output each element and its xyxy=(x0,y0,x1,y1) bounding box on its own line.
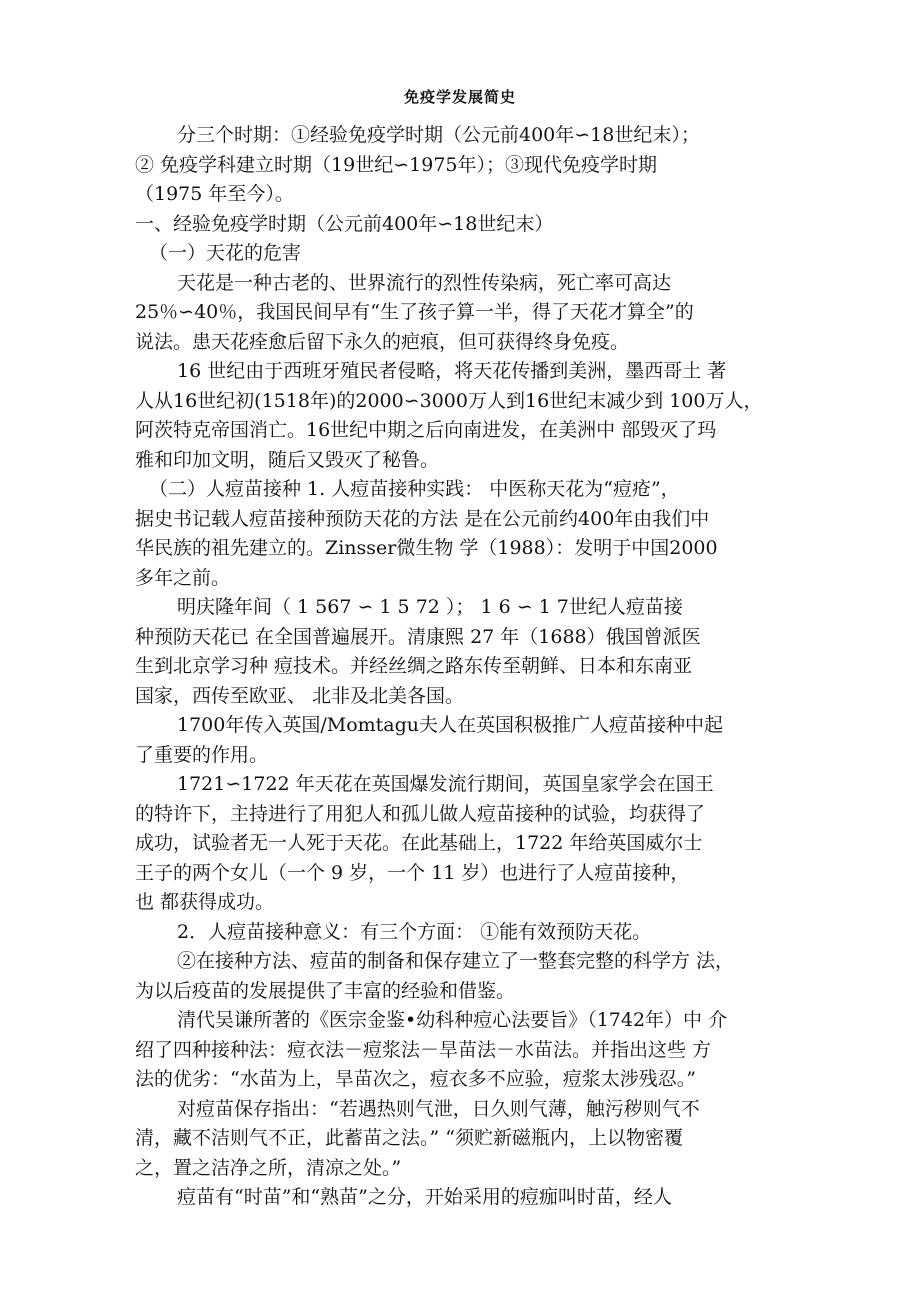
text-line: 1721∽1722 年天花在英国爆发流行期间，英国皇家学会在国王 xyxy=(177,773,714,795)
text-line: （一）天花的危害 xyxy=(149,242,302,264)
text-line: 种预防天花已 在全国普遍展开。清康熙 27 年（1688）俄国曾派医 xyxy=(135,625,701,648)
text-line: 国家，西传至欧亚、 北非及北美各国。 xyxy=(135,684,465,707)
text-line: 王子的两个女儿（一个 9 岁，一个 11 岁）也进行了人痘苗接种， xyxy=(135,861,690,884)
text-line: 为以后疫苗的发展提供了丰富的经验和借鉴。 xyxy=(135,979,516,1002)
text-line: 痘苗有“时苗”和“熟苗”之分，开始采用的痘痂叫时苗，经人 xyxy=(177,1186,672,1208)
text-line: （二）人痘苗接种 1. 人痘苗接种实践： 中医称天花为“痘疮”， xyxy=(149,478,680,500)
text-line: 绍了四种接种法：痘衣法－痘浆法－旱苗法－水苗法。并指出这些 方 xyxy=(135,1038,712,1061)
text-line: 多年之前。 xyxy=(135,566,231,589)
text-line: 说法。患天花痊愈后留下永久的疤痕，但可获得终身免疫。 xyxy=(135,330,630,353)
text-line: 成功，试验者无一人死于天花。在此基础上，1722 年给英国威尔士 xyxy=(135,832,703,854)
text-line: ② 免疫学科建立时期（19世纪∽1975年）；③现代免疫学时期 xyxy=(135,153,657,176)
text-line: 据史书记载人痘苗接种预防天花的方法 是在公元前约400年由我们中 xyxy=(135,507,710,530)
text-line: （1975 年至今）。 xyxy=(135,183,294,205)
text-line: 16 世纪由于西班牙殖民者侵略，将天花传播到美洲，墨西哥土 著 xyxy=(177,360,727,382)
text-line: 法的优劣：“水苗为上，旱苗次之，痘衣多不应验，痘浆太涉残忍。” xyxy=(135,1068,696,1090)
text-line: ②在接种方法、痘苗的制备和保存建立了一整套完整的科学方 法， xyxy=(177,950,735,972)
text-line: 阿茨特克帝国消亡。16世纪中期之后向南进发，在美洲中 部毁灭了玛 xyxy=(135,419,717,441)
text-line: 2．人痘苗接种意义：有三个方面： ①能有效预防天花。 xyxy=(177,920,652,943)
text-line: 天花是一种古老的、世界流行的烈性传染病，死亡率可高达 xyxy=(177,271,672,294)
document-body xyxy=(135,121,795,1213)
text-line: 分三个时期：①经验免疫学时期（公元前400年∽18世纪末）； xyxy=(177,124,700,146)
text-line: 清，藏不洁则气不正，此蓄苗之法。” “须贮新磁瓶内，上以物密覆 xyxy=(135,1127,683,1149)
text-line: 生到北京学习种 痘技术。并经丝绸之路东传至朝鲜、日本和东南亚 xyxy=(135,655,693,677)
text-line: 25％∽40％，我国民间早有“生了孩子算一半，得了天花才算全”的 xyxy=(135,301,694,323)
text-line: 明庆隆年间（ 1 567 ∽ 1 5 72 ）； 1 6 ∽ 1 7世纪人痘苗接 xyxy=(177,596,683,618)
text-line: 对痘苗保存指出：“若遇热则气泄，日久则气薄，触污秽则气不 xyxy=(177,1097,700,1120)
document-title: 免疫学发展简史 xyxy=(403,88,516,106)
text-line: 雅和印加文明，随后又毁灭了秘鲁。 xyxy=(135,448,440,471)
text-line: 的特许下，主持进行了用犯人和孤儿做人痘苗接种的试验，均获得了 xyxy=(135,802,706,825)
text-line: 1700年传入英国/Momtagu夫人在英国积极推广人痘苗接种中起 xyxy=(177,714,724,736)
text-line: 华民族的祖先建立的。Zinsser微生物 学（1988）：发明于中国2000 xyxy=(135,537,718,559)
text-line: 清代吴谦所著的《医宗金鉴•幼科种痘心法要旨》（1742年）中 介 xyxy=(177,1009,728,1031)
text-line: 了重要的作用。 xyxy=(135,743,269,766)
text-line: 之，置之洁净之所，清凉之处。” xyxy=(135,1156,402,1179)
text-line: 人从16世纪初(1518年)的2000∽3000万人到16世纪末减少到 100万人， xyxy=(135,389,763,412)
text-line: 也 都获得成功。 xyxy=(135,891,275,913)
text-line: 一、经验免疫学时期（公元前400年∽18世纪末） xyxy=(135,212,554,235)
